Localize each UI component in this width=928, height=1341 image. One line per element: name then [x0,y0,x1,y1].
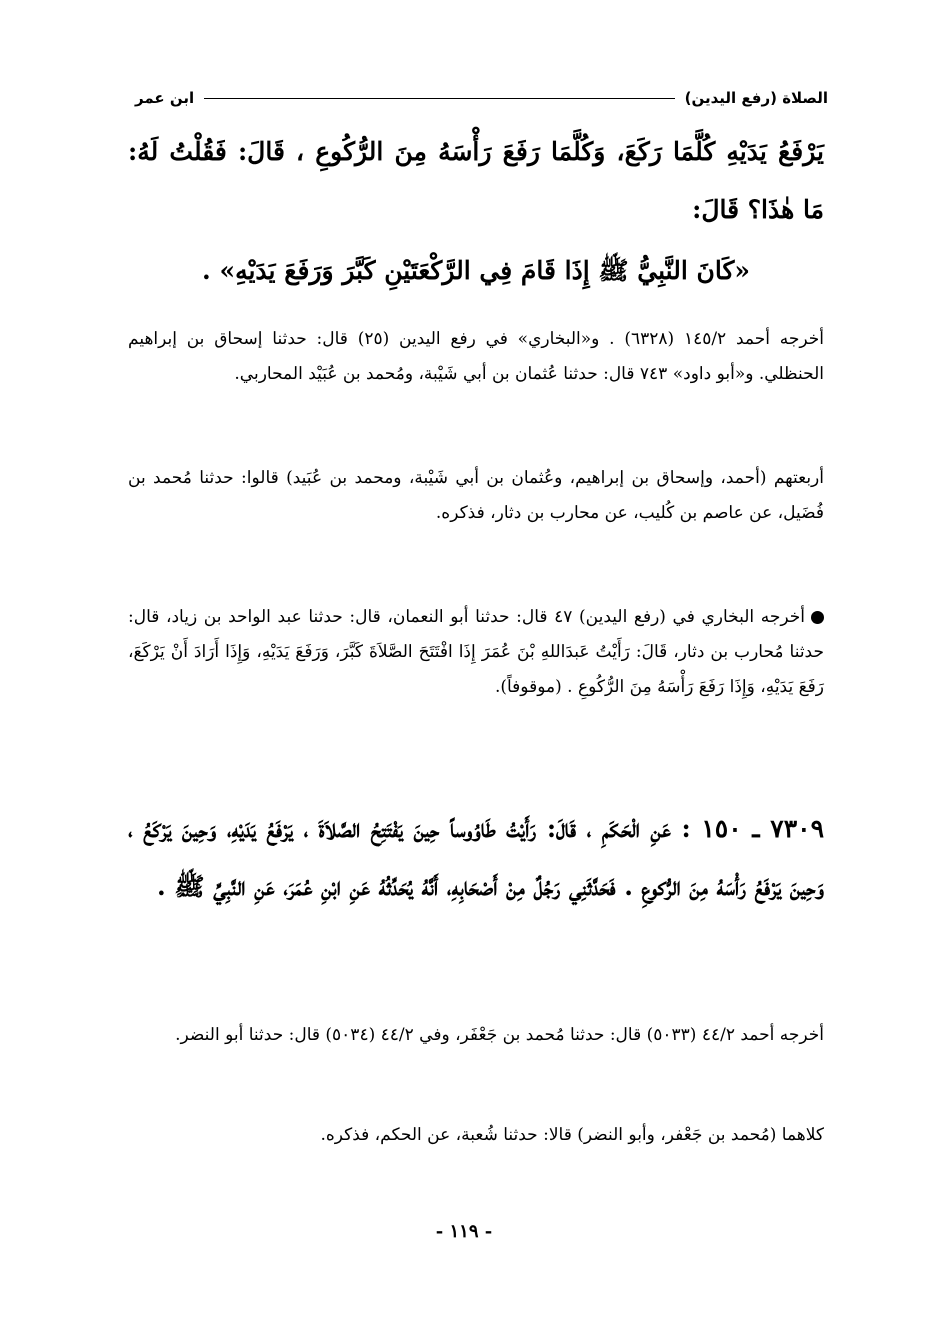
takhrij-paragraph-2: أربعتهم (أحمد، وإسحاق بن إبراهيم، وعُثمان بن أبي شَيْبة، ومحمد بن عُبَيد) قالوا: حدثنا مُحمد بن فُضَيل، عن عاصم بن كُليب، عن محارب بن دثار، فذكره. [128,468,824,523]
chapter-title: الصلاة (رفع اليدين) [684,89,828,107]
header-rule [204,98,675,99]
companion-name: ابن عمر [135,89,195,107]
hadith-7309: ٧٣٠٩ ـ ١٥٠ : عَنِ الْحَكَمِ ، قَالَ: رَأَيْتُ طَاوُوساً حِينَ يَفْتَتِحُ الصَّلاَةَ ، يَرْفَعُ يَدَيْهِ، وَحِينَ يَرْكَعُ ، وَحِينَ يَرْفَعُ رَأْسَهُ مِنَ الرُّكوعِ . فَحَدَّثَنِي رَجُلٌ مِنْ أَصْحَابِهِ، أَنَّهُ يُحَدِّثُهُ عَنِ ابْنِ عُمَرَ، عَنِ النَّبِيِّ ﷺ . [128,814,824,901]
hadith-text-continuation: يَرْفَعُ يَدَيْهِ كُلَّمَا رَكَعَ، وَكُلَّمَا رَفَعَ رَأْسَهُ مِنَ الرُّكُوعِ ، قَالَ: فَقُلْتُ لَهُ: مَا هٰذَا؟ قَالَ: [128,137,824,224]
takhrij-paragraph-3 [128,600,824,705]
takhrij-paragraph-4: أخرجه أحمد ٤٤/٢ (٥٠٣٣) قال: حدثنا مُحمد بن جَعْفَر، وفي ٤٤/٢ (٥٠٣٤) قال: حدثنا أبو النضر. [175,1025,824,1045]
bullet-icon [811,611,824,624]
takhrij-paragraph-3-text: أخرجه البخاري في (رفع اليدين) ٤٧ قال: حدثنا أبو النعمان، قال: حدثنا عبد الواحد بن زياد، قال: حدثنا مُحارب بن دثار، قَالَ: رَأَيْتُ عَبدَاللهِ بْنَ عُمَرَ إِذَا افْتَتَحَ الصَّلاَةَ كَبَّرَ، وَرَفَعَ يَدَيْهِ، وَإِذَا أَرَادَ أَنْ يَرْكَعَ، رَفَعَ يَدَيْهِ، وَإِذَا رَفَعَ رَأْسَهُ مِنَ الرُّكُوعِ . (موقوفاً). [128,607,824,697]
page-number: - ١١٩ - [435,1221,493,1242]
takhrij-paragraph-5: كلاهما (مُحمد بن جَعْفر، وأبو النضر) قالا: حدثنا شُعبة، عن الحكم، فذكره. [320,1125,824,1145]
hadith-quote: «كَانَ النَّبِيُّ ﷺ إِذَا قَامَ فِي الرَّكْعَتَيْنِ كَبَّرَ وَرَفَعَ يَدَيْهِ» . [202,256,750,285]
takhrij-paragraph-1: أخرجه أحمد ١٤٥/٢ (٦٣٢٨) . و«البخاري» في رفع اليدين (٢٥) قال: حدثنا إسحاق بن إبراهيم الحنظلي. و«أبو داود» ٧٤٣ قال: حدثنا عُثمان بن أبي شَيْبة، ومُحمد بن عُبَيْد المحاربي. [128,329,824,384]
running-header [135,86,828,110]
